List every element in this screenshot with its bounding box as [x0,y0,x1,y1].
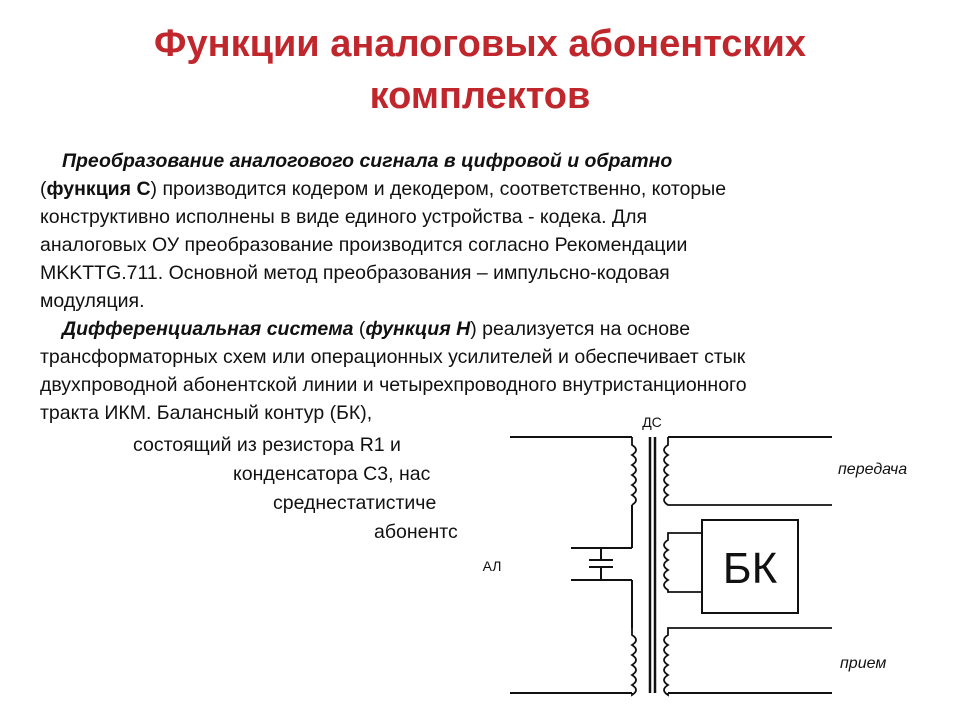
para2-line-1: Дифференциальная система (функция Н) реализуется на основе [62,318,691,340]
para2-fragment-3: среднестатистиче [273,492,437,514]
para1-line-2: (функция С) производится кодером и декодером, соответственно, которые [40,178,727,200]
al-label: АЛ [482,558,502,574]
receive-label: прием [840,655,887,672]
slide-title [0,18,960,122]
para2-fragment-4: абонентс [374,521,458,543]
para1-line-5: MKKTTG.711. Основной метод преобразования – импульсно-кодовая [40,262,670,284]
para2-line-3: двухпроводной абонентской линии и четырехпроводного внутристанционного [40,374,747,396]
para2-line-2: трансформаторных схем или операционных усилителей и обеспечивает стык [40,346,746,368]
title-line-2: комплектов [369,75,591,117]
para1-line-1 [40,147,920,175]
ds-label: ДС [642,414,662,430]
para2-lead: Дифференциальная система [62,318,354,340]
bk-label: БК [722,544,778,593]
para1-line-6: модуляция. [40,290,145,312]
transformer-diagram [472,400,960,710]
para1-line-3: конструктивно исполнены в виде единого устройства - кодека. Для [40,206,648,228]
para1-line-4: аналоговых ОУ преобразование производится согласно Рекомендации [40,234,688,256]
transmit-label: передача [838,461,908,478]
para2-fragment-2: конденсатора С3, нас [233,463,431,485]
para2-fragment-1: состоящий из резистора R1 и [133,434,401,456]
function-c-term: функция С [46,178,151,200]
slide-body [40,147,920,427]
para1-lead: Преобразование аналогового сигнала в цифровой и обратно [62,150,673,172]
para2-line-4: тракта ИКМ. Балансный контур (БК), [40,402,373,424]
title-line-1: Функции аналоговых абонентских [154,23,806,65]
function-h-term: функция Н [365,318,471,340]
